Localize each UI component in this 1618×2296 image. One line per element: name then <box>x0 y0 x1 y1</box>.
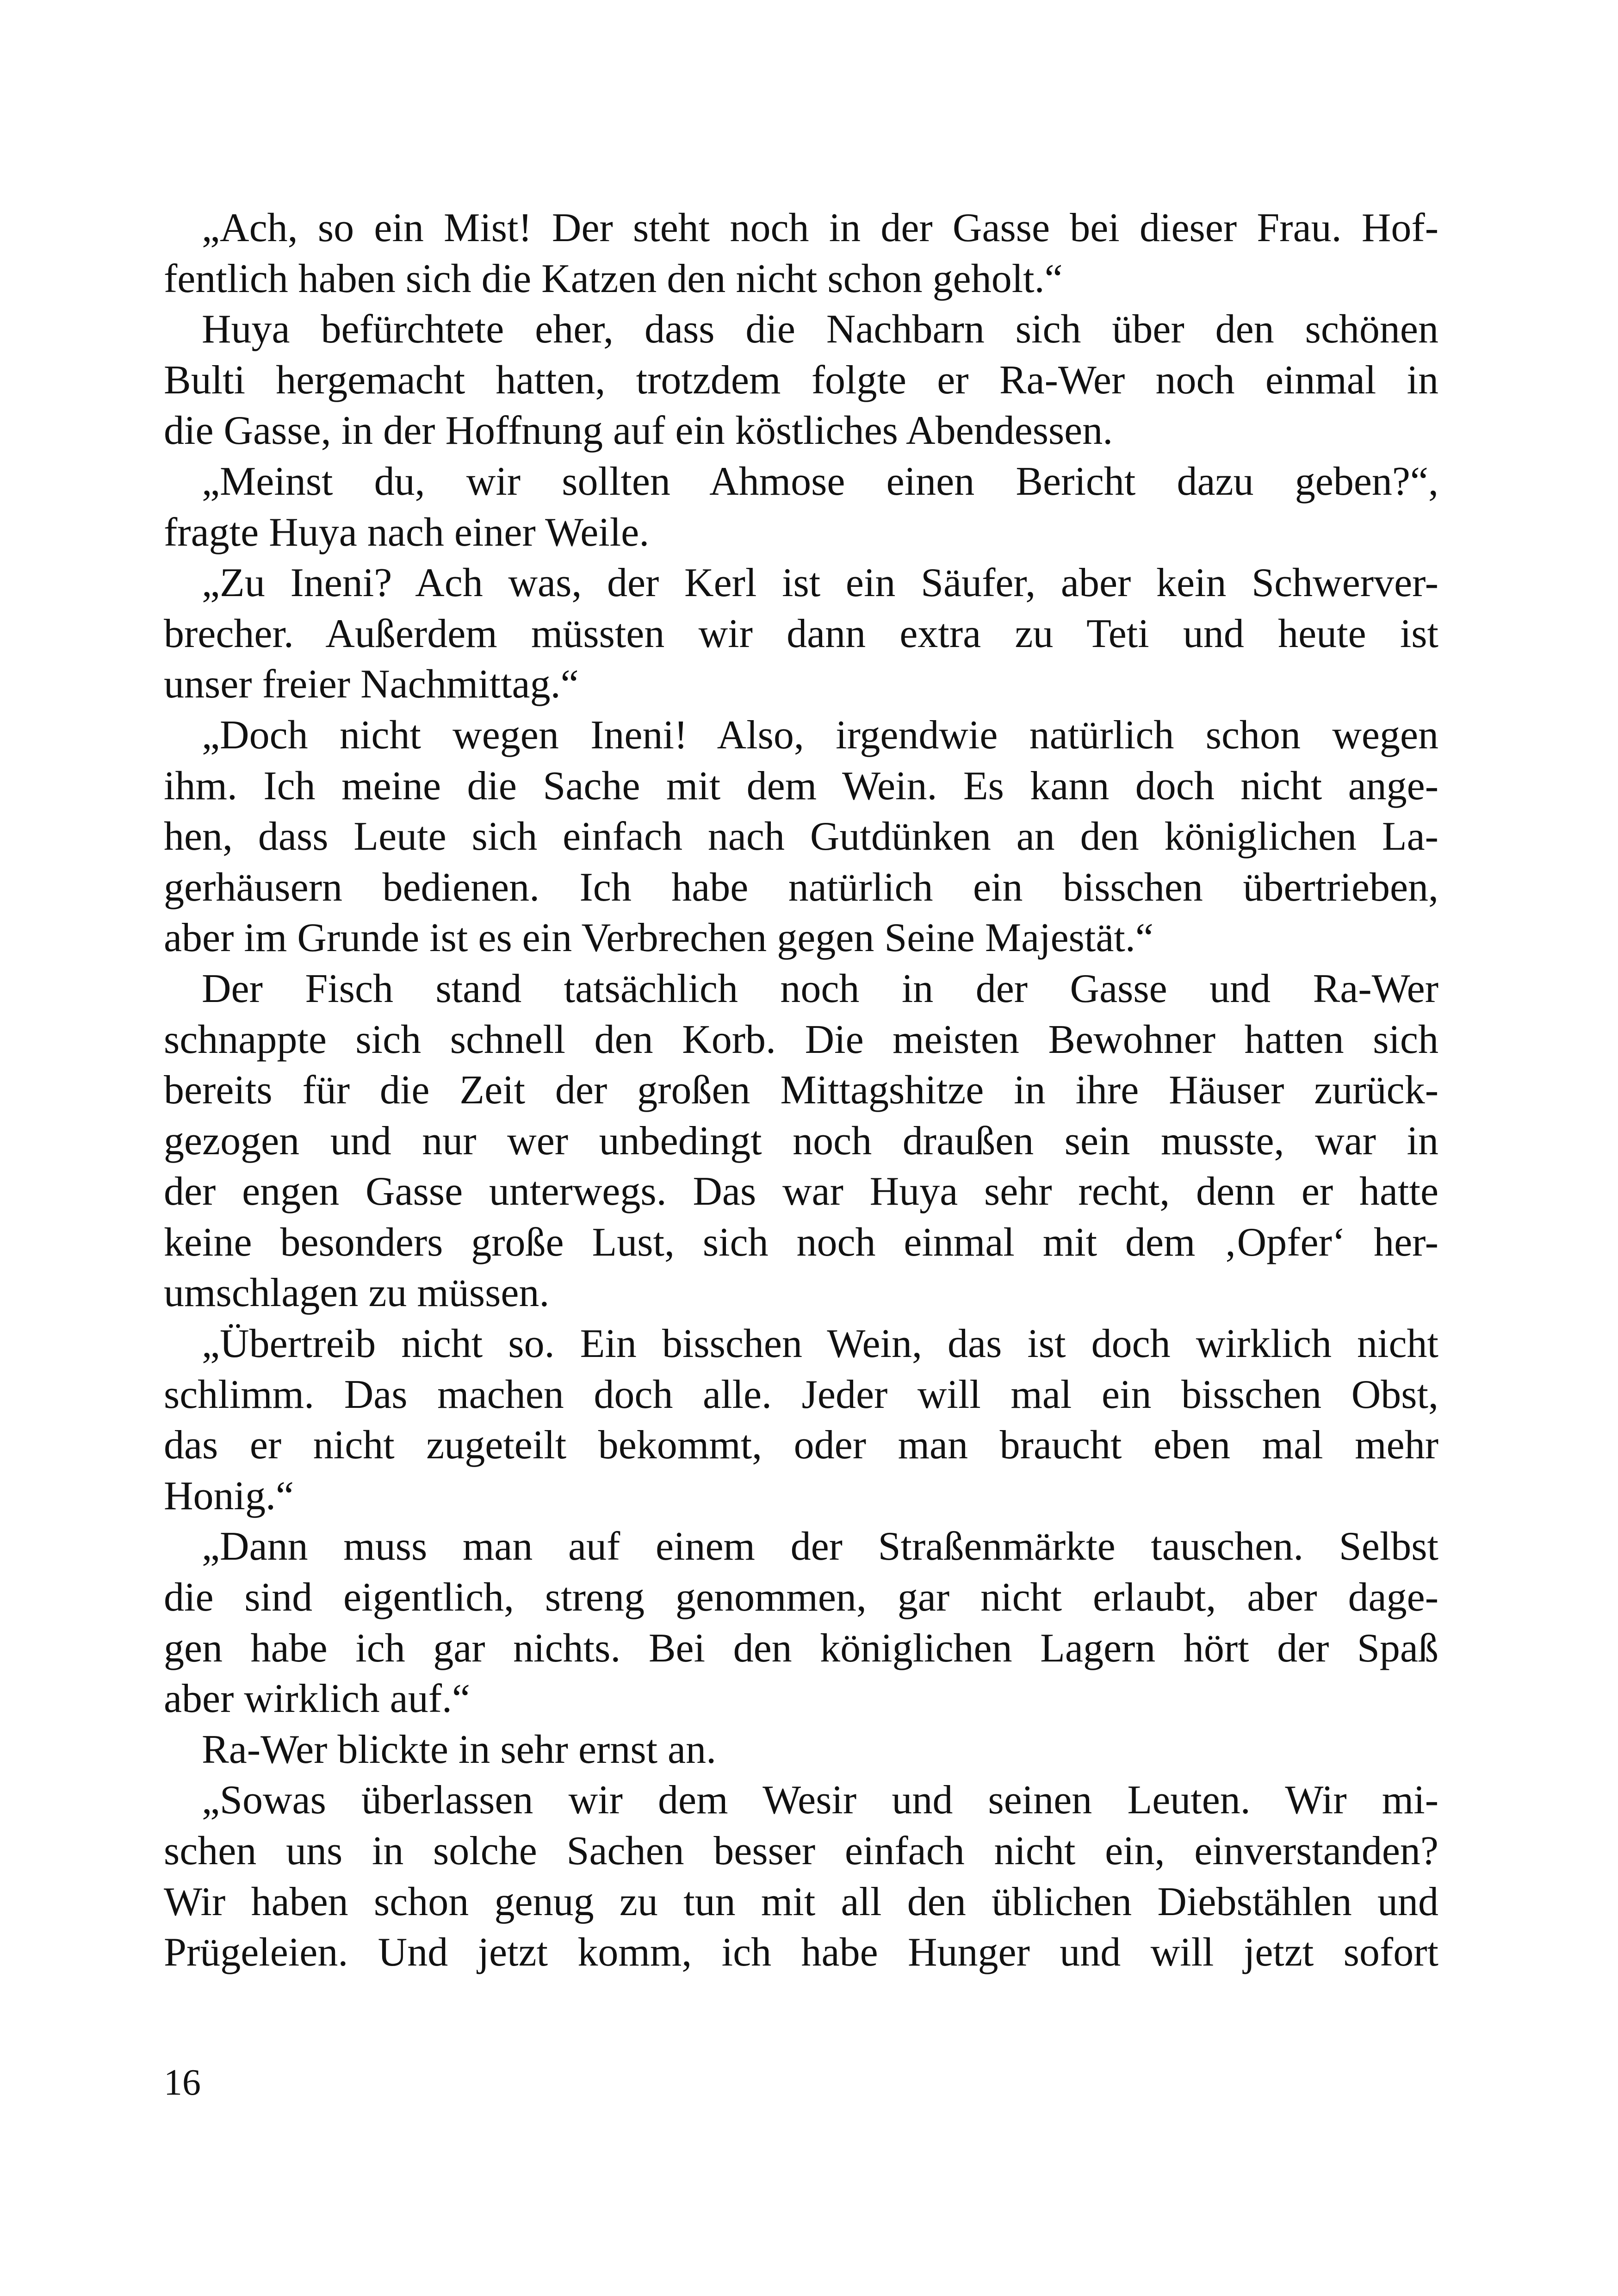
text-line: der engen Gasse unterwegs. Das war Huya sehr recht, denn er hatte <box>164 1169 1438 1214</box>
text-line: „Sowas überlassen wir dem Wesir und seinen Leuten. Wir mi- <box>202 1778 1438 1823</box>
text-line: fragte Huya nach einer Weile. <box>164 510 650 555</box>
text-line: Bulti hergemacht hatten, trotzdem folgte er Ra-Wer noch einmal in <box>164 357 1438 403</box>
page-number: 16 <box>164 2062 201 2103</box>
text-line: brecher. Außerdem müssten wir dann extra zu Teti und heute ist <box>164 611 1438 656</box>
text-line: schen uns in solche Sachen besser einfach nicht ein, einverstanden? <box>164 1829 1438 1873</box>
text-line: fentlich haben sich die Katzen den nicht schon geholt.“ <box>164 256 1063 301</box>
text-line: Ra-Wer blickte in sehr ernst an. <box>202 1727 717 1772</box>
text-line: unser freier Nachmittag.“ <box>164 662 579 707</box>
body-text <box>164 203 1438 1978</box>
text-line: „Ach, so ein Mist! Der steht noch in der Gasse bei dieser Frau. Hof- <box>202 205 1438 250</box>
text-line: „Zu Ineni? Ach was, der Kerl ist ein Säufer, aber kein Schwerver- <box>202 560 1438 606</box>
text-line: keine besonders große Lust, sich noch einmal mit dem ‚Opfer‘ her- <box>164 1220 1438 1265</box>
text-line: „Dann muss man auf einem der Straßenmärkte tauschen. Selbst <box>202 1524 1438 1569</box>
text-line: aber wirklich auf.“ <box>164 1676 471 1722</box>
text-line: die sind eigentlich, streng genommen, gar nicht erlaubt, aber dage- <box>164 1575 1438 1620</box>
text-line: gezogen und nur wer unbedingt noch draußen sein musste, war in <box>164 1118 1438 1164</box>
text-line: Prügeleien. Und jetzt komm, ich habe Hunger und will jetzt sofort <box>164 1930 1438 1975</box>
text-line: „Übertreib nicht so. Ein bisschen Wein, das ist doch wirklich nicht <box>202 1321 1438 1367</box>
text-line: aber im Grunde ist es ein Verbrechen gegen Seine Majestät.“ <box>164 915 1153 961</box>
text-line: ihm. Ich meine die Sache mit dem Wein. Es kann doch nicht ange- <box>164 763 1438 809</box>
text-line: „Meinst du, wir sollten Ahmose einen Bericht dazu geben?“, <box>202 459 1438 504</box>
text-line: gerhäusern bedienen. Ich habe natürlich ein bisschen übertrieben, <box>164 865 1438 910</box>
text-line: bereits für die Zeit der großen Mittagshitze in ihre Häuser zurück- <box>164 1068 1438 1113</box>
text-line: „Doch nicht wegen Ineni! Also, irgendwie natürlich schon wegen <box>202 712 1438 758</box>
text-line: Honig.“ <box>164 1473 294 1518</box>
text-line: schlimm. Das machen doch alle. Jeder will mal ein bisschen Obst, <box>164 1372 1438 1417</box>
text-line: Huya befürchtete eher, dass die Nachbarn sich über den schönen <box>202 307 1438 352</box>
text-line: gen habe ich gar nichts. Bei den königlichen Lagern hört der Spaß <box>164 1625 1438 1671</box>
text-line: Wir haben schon genug zu tun mit all den üblichen Diebstählen und <box>164 1879 1438 1924</box>
text-line: die Gasse, in der Hoffnung auf ein köstliches Abendessen. <box>164 408 1113 454</box>
text-line: hen, dass Leute sich einfach nach Gutdünken an den königlichen La- <box>164 814 1438 859</box>
text-line: umschlagen zu müssen. <box>164 1270 550 1316</box>
text-line: schnappte sich schnell den Korb. Die meisten Bewohner hatten sich <box>164 1017 1438 1062</box>
text-line: Der Fisch stand tatsächlich noch in der Gasse und Ra-Wer <box>202 966 1438 1011</box>
text-line: das er nicht zugeteilt bekommt, oder man braucht eben mal mehr <box>164 1423 1438 1468</box>
